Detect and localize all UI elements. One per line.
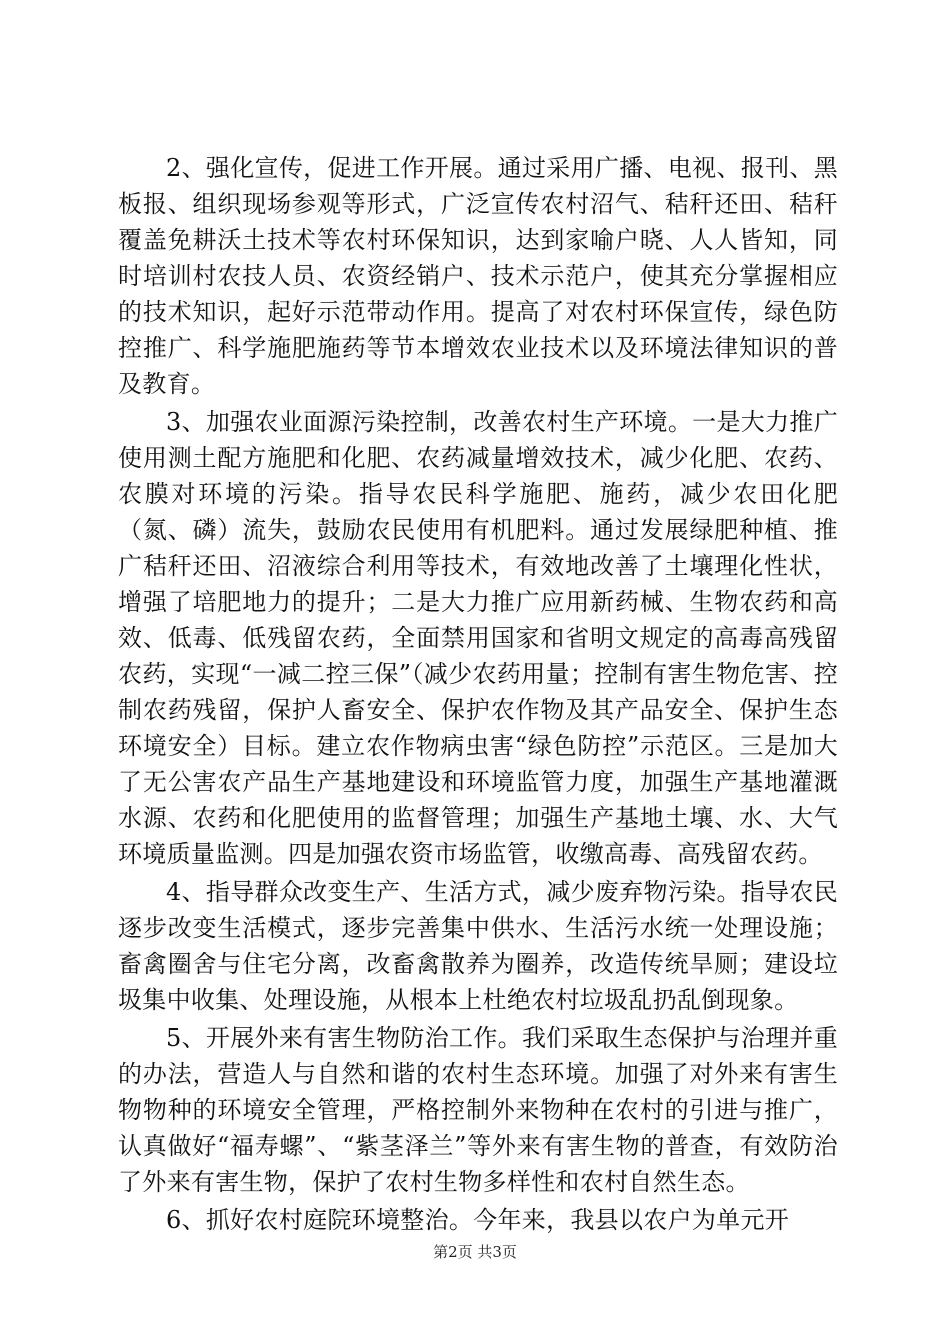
document-body	[118, 150, 838, 1240]
paragraph-invasive-species: 5、开展外来有害生物防治工作。我们采取生态保护与治理并重的办法，营造人与自然和谐的农村生态环境。加强了对外来有害生物物种的环境安全管理，严格控制外来物种在农村的引进与推广，认真做好“福寿螺”、“紫茎泽兰”等外来有害生物的普查，有效防治了外来有害生物，保护了农村生物多样性和农村自然生态。	[118, 1024, 838, 1196]
paragraph-pollution-control: 3、加强农业面源污染控制，改善农村生产环境。一是大力推广使用测土配方施肥和化肥、农药减量增效技术，减少化肥、农药、农膜对环境的污染。指导农民科学施肥、施药，减少农田化肥（氮、磷）流失，鼓励农民使用有机肥料。通过发展绿肥种植、推广秸秆还田、沼液综合利用等技术，有效地改善了土壤理化性状，增强了培肥地力的提升；二是大力推广应用新药械、生物农药和高效、低毒、低残留农药，全面禁用国家和省明文规定的高毒高残留农药，实现“一减二控三保”（减少农药用量；控制有害生物危害、控制农药残留，保护人畜安全、保护农作物及其产品安全、保护生态环境安全）目标。建立农作物病虫害“绿色防控”示范区。三是加大了无公害农产品生产基地建设和环境监管力度，加强生产基地灌溉水源、农药和化肥使用的监督管理；加强生产基地土壤、水、大气环境质量监测。四是加强农资市场监管，收缴高毒、高残留农药。	[118, 408, 838, 868]
paragraph-lifestyle-change: 4、指导群众改变生产、生活方式，减少废弃物污染。指导农民逐步改变生活模式，逐步完善集中供水、生活污水统一处理设施；畜禽圈舍与住宅分离，改畜禽散养为圈养，改造传统旱厕；建设垃圾集中收集、处理设施，从根本上杜绝农村垃圾乱扔乱倒现象。	[118, 878, 838, 1014]
page-number-footer: 第2页 共3页	[433, 1243, 517, 1261]
paragraph-courtyard: 6、抓好农村庭院环境整治。今年来，我县以农户为单元开	[166, 1206, 790, 1234]
paragraph-publicity: 2、强化宣传，促进工作开展。通过采用广播、电视、报刊、黑板报、组织现场参观等形式，广泛宣传农村沼气、秸秆还田、秸秆覆盖免耕沃土技术等农村环保知识，达到家喻户晓、人人皆知，同时培训村农技人员、农资经销户、技术示范户，使其充分掌握相应的技术知识，起好示范带动作用。提高了对农村环保宣传，绿色防控推广、科学施肥施药等节本增效农业技术以及环境法律知识的普及教育。	[118, 154, 838, 398]
